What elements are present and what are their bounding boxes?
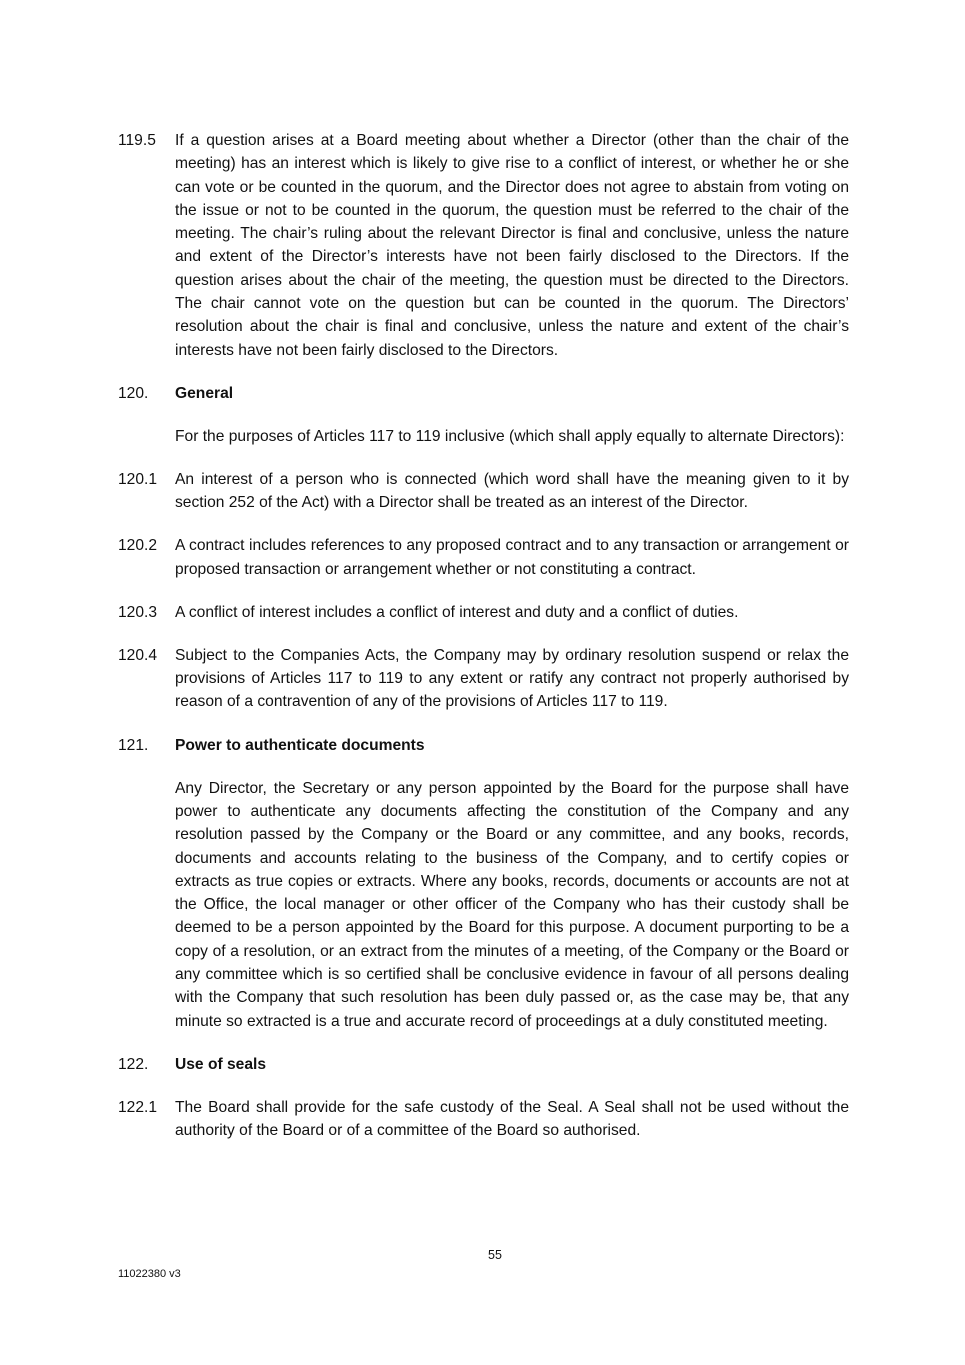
clause-120-3: [118, 601, 849, 624]
document-reference: 11022380 v3: [118, 1268, 181, 1280]
section-heading: Use of seals: [175, 1055, 267, 1073]
clause-number: 120.3: [118, 603, 158, 621]
clause-text: A contract includes references to any proposed contract and to any transaction or arrangement or proposed transaction or arrangement whether or not constituting a contract.: [175, 537, 849, 578]
clause-120-1: [118, 468, 849, 515]
clause-number: 121.: [118, 736, 149, 754]
clause-number: 120.1: [118, 470, 158, 488]
clause-number: 120.: [118, 384, 149, 402]
clause-text: The Board shall provide for the safe custody of the Seal. A Seal shall not be used without the authority of the Board or of a committee of the Board so authorised.: [175, 1098, 849, 1140]
document-body: [118, 129, 849, 1142]
clause-120-intro: For the purposes of Articles 117 to 119 inclusive (which shall apply equally to alternate Directors):: [175, 427, 845, 445]
clause-number: 122.1: [118, 1098, 158, 1116]
clause-number: 119.5: [118, 132, 156, 149]
clause-120-4: [118, 644, 849, 714]
clause-121-text: Any Director, the Secretary or any person appointed by the Board for the purpose shall have power to authenticate any documents affecting the constitution of the Company and any resolution passed by the Company or the Board or any committee, and any books, records, documents and accounts relating to the business of the Company, and to certify copies or extracts as true copies or extracts. Where any books, records, documents or accounts are not at the Office, the local manager or other officer of the Company who has their custody shall be deemed to be a person appointed by the Board for this purpose. A document purporting to be a copy of a resolution, or an extract from the minutes of a meeting, of the Company or the Board or any committee which is so certified shall be conclusive evidence in favour of all persons dealing with the Company that such resolution has been duly passed or, as the case may be, that any minute so extracted is a true and accurate record of proceedings at a duly constituted meeting.: [175, 779, 849, 1030]
clause-number: 120.2: [118, 537, 158, 555]
clause-122-heading: [118, 1053, 849, 1076]
clause-number: 122.: [118, 1055, 149, 1073]
clause-text: Subject to the Companies Acts, the Company may by ordinary resolution suspend or relax the provisions of Articles 117 to 119 to any extent or ratify any contract not properly authorised by reason of a contravention of any of the provisions of Articles 117 to 119.: [175, 646, 849, 711]
clause-121-heading: [118, 734, 849, 757]
clause-number: 120.4: [118, 646, 158, 664]
section-heading: Power to authenticate documents: [175, 736, 425, 754]
clause-120-2: [118, 534, 849, 581]
clause-120-heading: [118, 382, 849, 405]
page-number: 55: [488, 1248, 502, 1262]
clause-122-1: [118, 1096, 849, 1143]
section-heading: General: [175, 384, 234, 402]
clause-text: An interest of a person who is connected (which word shall have the meaning given to it by section 252 of the Act) with a Director shall be treated as an interest of the Director.: [175, 470, 849, 512]
clause-text: A conflict of interest includes a conflict of interest and duty and a conflict of duties.: [175, 603, 739, 621]
clause-text: If a question arises at a Board meeting about whether a Director (other than the chair of the meeting) has an interest which is likely to give rise to a conflict of interest, or whether he or she can vote or be counted in the quorum, and the Director does not agree to abstain from voting on the issue or not to be counted in the quorum, the question must be referred to the chair of the meeting. The chair’s ruling about the relevant Director is final and conclusive, unless the nature and extent of the Director’s interests have not been fairly disclosed to the Directors. If the question arises about the chair of the meeting, the question must be directed to the Directors. The chair cannot vote on the question but can be counted in the quorum. The Directors’ resolution about the chair is final and conclusive, unless the nature and extent of the chair’s interests have not been fairly disclosed to the Directors.: [175, 132, 849, 359]
clause-119-5: [118, 129, 849, 362]
